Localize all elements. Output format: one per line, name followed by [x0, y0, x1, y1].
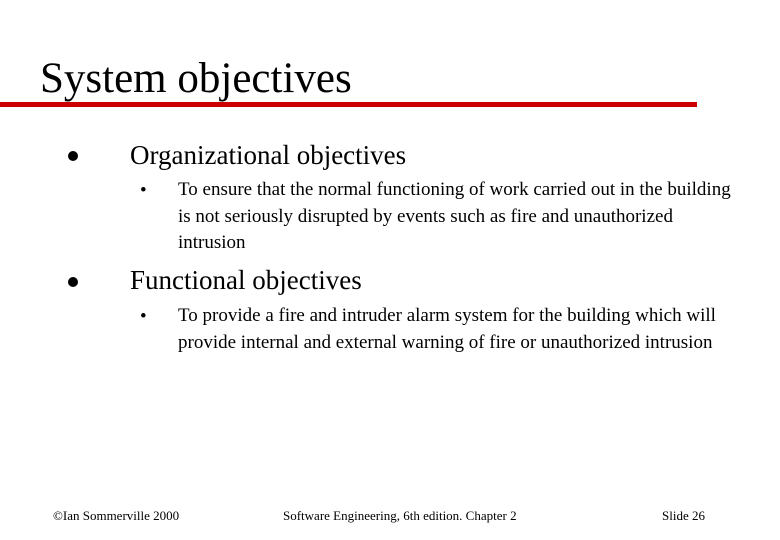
section-heading-functional: Functional objectives	[130, 265, 362, 295]
bullet-dot-icon	[68, 277, 78, 287]
footer-book: Software Engineering, 6th edition. Chapter 2	[283, 508, 517, 523]
sub-bullet-icon: •	[140, 180, 147, 201]
sub-bullet-icon: •	[140, 306, 147, 327]
bullet-dot-icon	[68, 151, 78, 161]
slide-title: System objectives	[40, 55, 352, 102]
footer-slide-number: Slide 26	[662, 508, 705, 523]
section-heading-organizational: Organizational objectives	[130, 140, 407, 170]
section-text-functional: To provide a fire and intruder alarm system for the building which will provide internal and external warning of fire or unauthorized intrusion	[178, 305, 716, 353]
title-underline	[0, 102, 697, 107]
footer-copyright: ©Ian Sommerville 2000	[53, 508, 180, 523]
section-text-organizational: To ensure that the normal functioning of work carried out in the building is not seriously disrupted by events such as fire and unauthorized intrusion	[178, 179, 731, 253]
